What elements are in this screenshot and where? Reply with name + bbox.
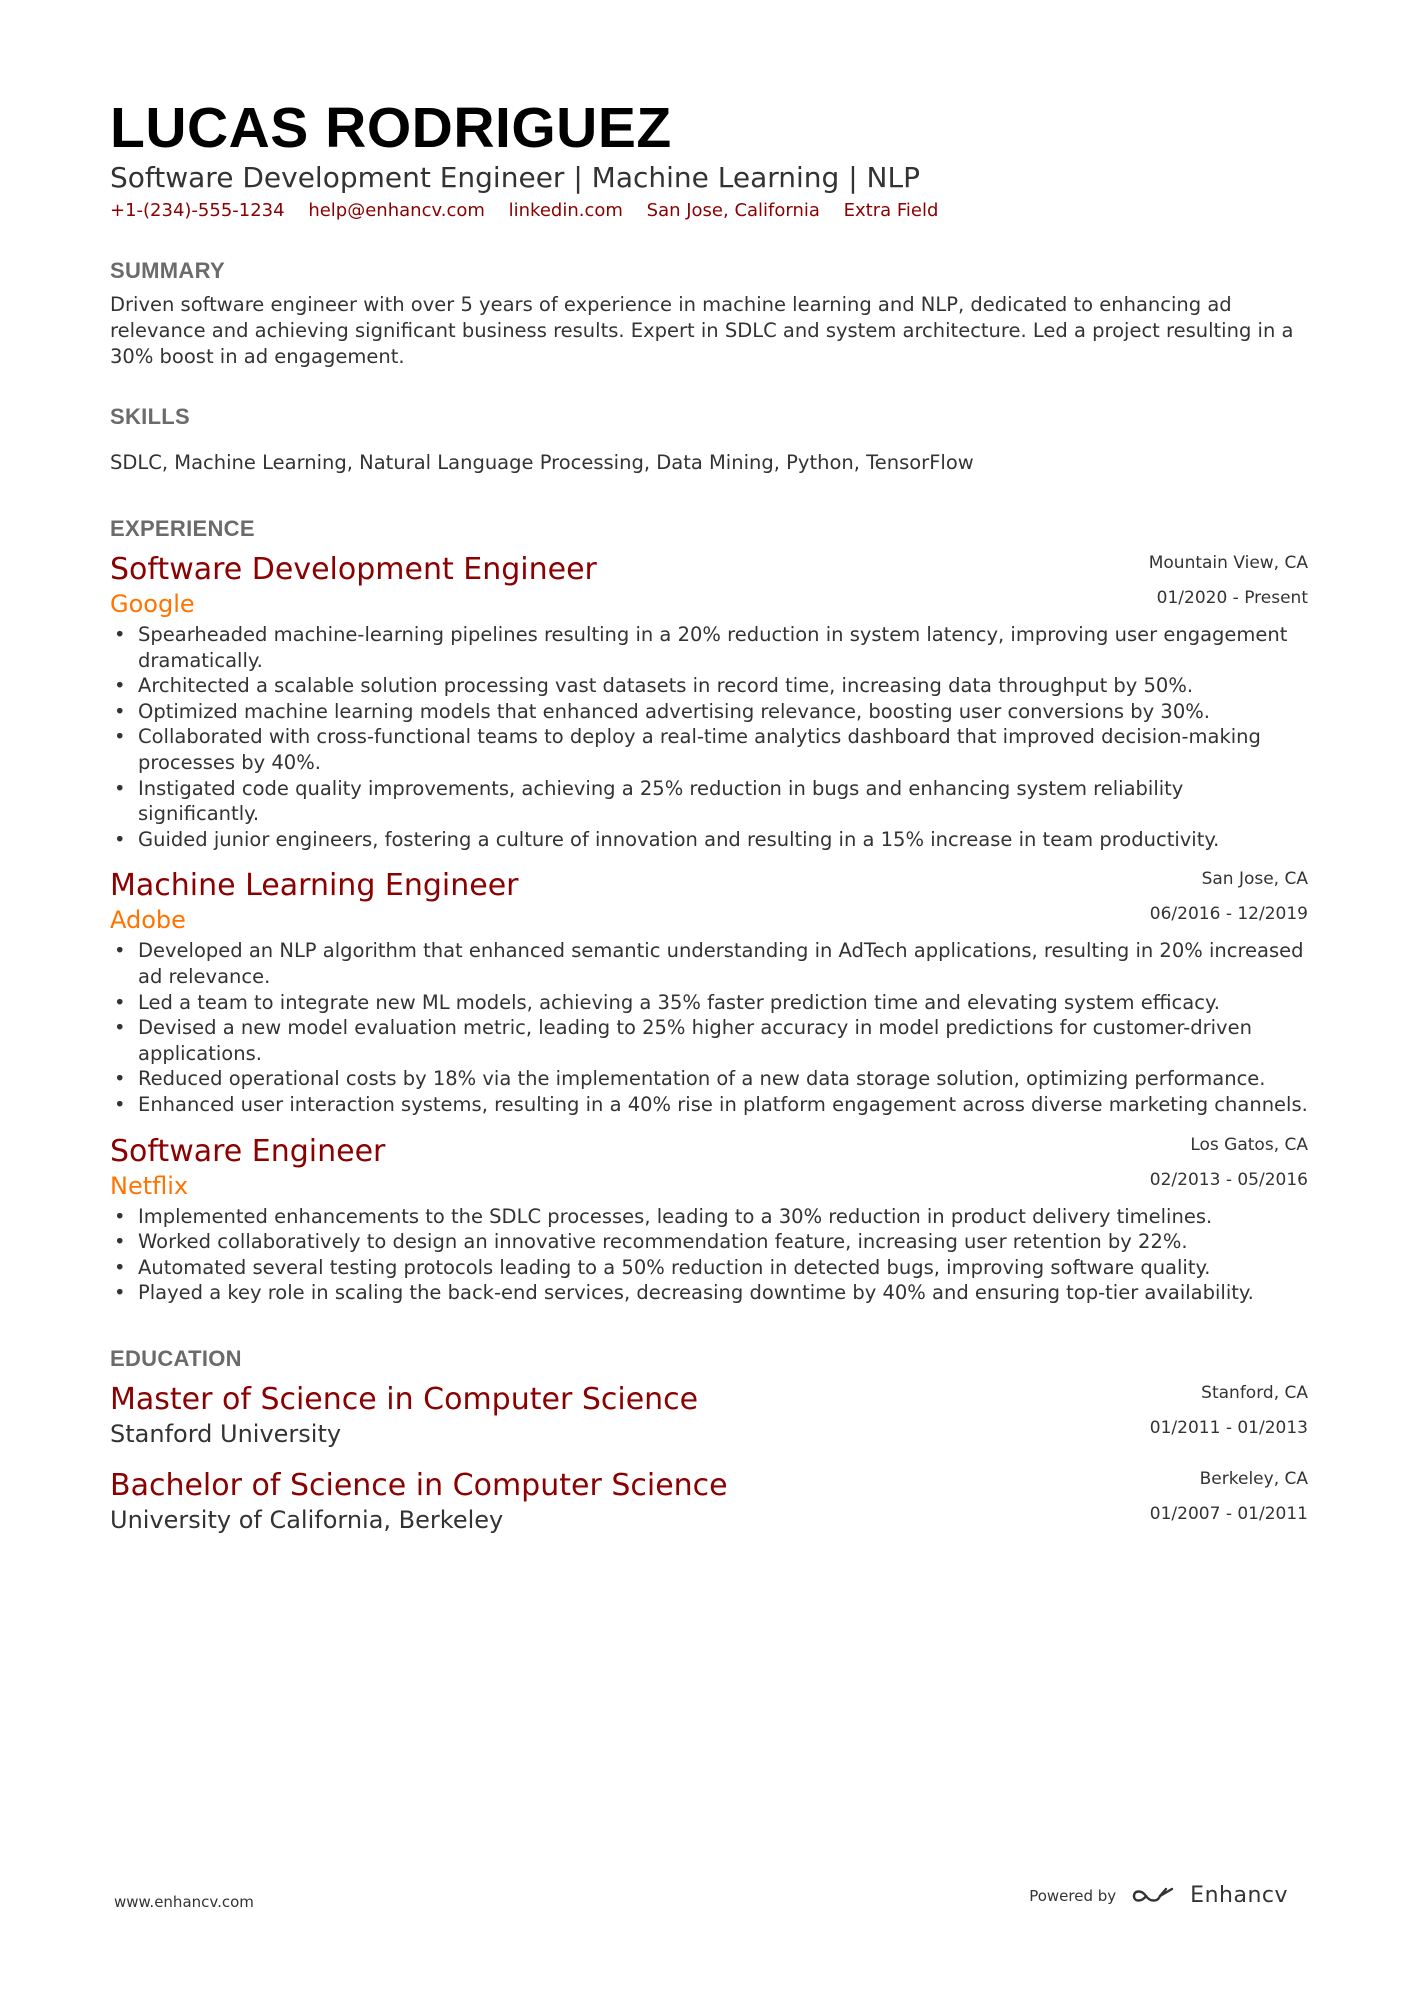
brand-name[interactable]: Enhancv — [1190, 1883, 1288, 1908]
bullet-item: • Instigated code quality improvements, achieving a 25% reduction in bugs and enhancing system reliability significantly. — [110, 776, 1308, 827]
candidate-headline: Software Development Engineer | Machine Learning | NLP — [110, 161, 920, 194]
bullet-item: • Collaborated with cross-functional teams to deploy a real-time analytics dashboard that improved decision-making processes by 40%. — [110, 724, 1308, 775]
job-dates: 02/2013 - 05/2016 — [1149, 1169, 1308, 1190]
skills-title: SKILLS — [110, 404, 191, 429]
job-bullets — [110, 938, 1308, 1117]
job-company: Adobe — [110, 906, 186, 935]
contact-phone[interactable]: +1-(234)-555-1234 — [110, 200, 285, 221]
contact-location: San Jose, California — [646, 200, 820, 221]
bullet-item: • Led a team to integrate new ML models, achieving a 35% faster prediction time and elevating system efficacy. — [110, 990, 1308, 1016]
summary-title: SUMMARY — [110, 258, 225, 283]
job-role: Software Engineer — [110, 1133, 386, 1169]
job-dates: 06/2016 - 12/2019 — [1149, 904, 1308, 925]
summary-text: Driven software engineer with over 5 years of experience in machine learning and NLP, dedicated to enhancing ad relevance and achieving significant business results. Expert in SDLC and system architecture. Led a project resulting in a 30% boost in ad engagement. — [110, 293, 1294, 368]
footer-branding — [1029, 1883, 1288, 1908]
job-bullets — [110, 622, 1308, 852]
job-location: San Jose, CA — [1201, 869, 1308, 890]
education-title: EDUCATION — [110, 1345, 242, 1371]
powered-by-label: Powered by — [1029, 1886, 1117, 1905]
experience-entry — [110, 1134, 1308, 1306]
skills-section — [110, 404, 1308, 476]
experience-entry — [110, 552, 1308, 852]
bullet-item: • Optimized machine learning models that enhanced advertising relevance, boosting user conversions by 30%. — [110, 699, 1308, 725]
education-degree: Master of Science in Computer Science — [110, 1381, 699, 1417]
job-company: Google — [110, 590, 195, 618]
contact-email[interactable]: help@enhancv.com — [308, 200, 485, 221]
education-school: University of California, Berkeley — [110, 1505, 504, 1534]
contact-row — [110, 198, 1308, 224]
job-location: Mountain View, CA — [1148, 553, 1308, 573]
education-entry — [110, 1468, 1308, 1536]
job-dates: 01/2020 - Present — [1156, 588, 1308, 608]
experience-title: EXPERIENCE — [110, 516, 255, 541]
education-location: Berkeley, CA — [1199, 1468, 1308, 1489]
skills-text: SDLC, Machine Learning, Natural Language Processing, Data Mining, Python, TensorFlow — [110, 451, 974, 474]
job-location: Los Gatos, CA — [1190, 1134, 1308, 1155]
contact-linkedin[interactable]: linkedin.com — [508, 200, 623, 221]
bullet-item: • Played a key role in scaling the back-end services, decreasing downtime by 40% and ensuring top-tier availability. — [110, 1280, 1308, 1306]
candidate-name: LUCAS RODRIGUEZ — [110, 96, 672, 160]
bullet-item: • Developed an NLP algorithm that enhanced semantic understanding in AdTech applications, resulting in 20% increased ad relevance. — [110, 938, 1308, 989]
bullet-item: • Worked collaboratively to design an innovative recommendation feature, increasing user retention by 22%. — [110, 1229, 1308, 1255]
bullet-item: • Guided junior engineers, fostering a culture of innovation and resulting in a 15% increase in team productivity. — [110, 827, 1308, 853]
experience-section — [110, 516, 1308, 1306]
job-bullets — [110, 1204, 1308, 1306]
enhancv-logo-icon — [1130, 1884, 1176, 1908]
education-location: Stanford, CA — [1201, 1382, 1308, 1403]
job-role: Machine Learning Engineer — [110, 868, 519, 904]
education-entry — [110, 1382, 1308, 1450]
education-dates: 01/2007 - 01/2011 — [1149, 1503, 1308, 1524]
bullet-item: • Devised a new model evaluation metric, leading to 25% higher accuracy in model predictions for customer-driven applications. — [110, 1015, 1308, 1066]
footer-website[interactable]: www.enhancv.com — [114, 1893, 254, 1911]
bullet-item: • Reduced operational costs by 18% via the implementation of a new data storage solution, optimizing performance. — [110, 1066, 1308, 1092]
bullet-item: • Spearheaded machine-learning pipelines resulting in a 20% reduction in system latency, improving user engagement dramatically. — [110, 622, 1308, 673]
bullet-item: • Architected a scalable solution processing vast datasets in record time, increasing data throughput by 50%. — [110, 673, 1308, 699]
resume-page — [110, 96, 1308, 1536]
contact-extra: Extra Field — [843, 200, 939, 221]
bullet-item: • Enhanced user interaction systems, resulting in a 40% rise in platform engagement across diverse marketing channels. — [110, 1092, 1308, 1118]
education-degree: Bachelor of Science in Computer Science — [110, 1467, 728, 1503]
experience-entry — [110, 868, 1308, 1117]
job-company: Netflix — [110, 1171, 189, 1200]
bullet-item: • Implemented enhancements to the SDLC processes, leading to a 30% reduction in product delivery timelines. — [110, 1204, 1308, 1230]
job-role: Software Development Engineer — [110, 552, 597, 587]
bullet-item: • Automated several testing protocols leading to a 50% reduction in detected bugs, improving software quality. — [110, 1255, 1308, 1281]
education-school: Stanford University — [110, 1419, 342, 1448]
summary-section — [110, 258, 1308, 370]
education-section — [110, 1346, 1308, 1536]
education-dates: 01/2011 - 01/2013 — [1149, 1417, 1308, 1438]
